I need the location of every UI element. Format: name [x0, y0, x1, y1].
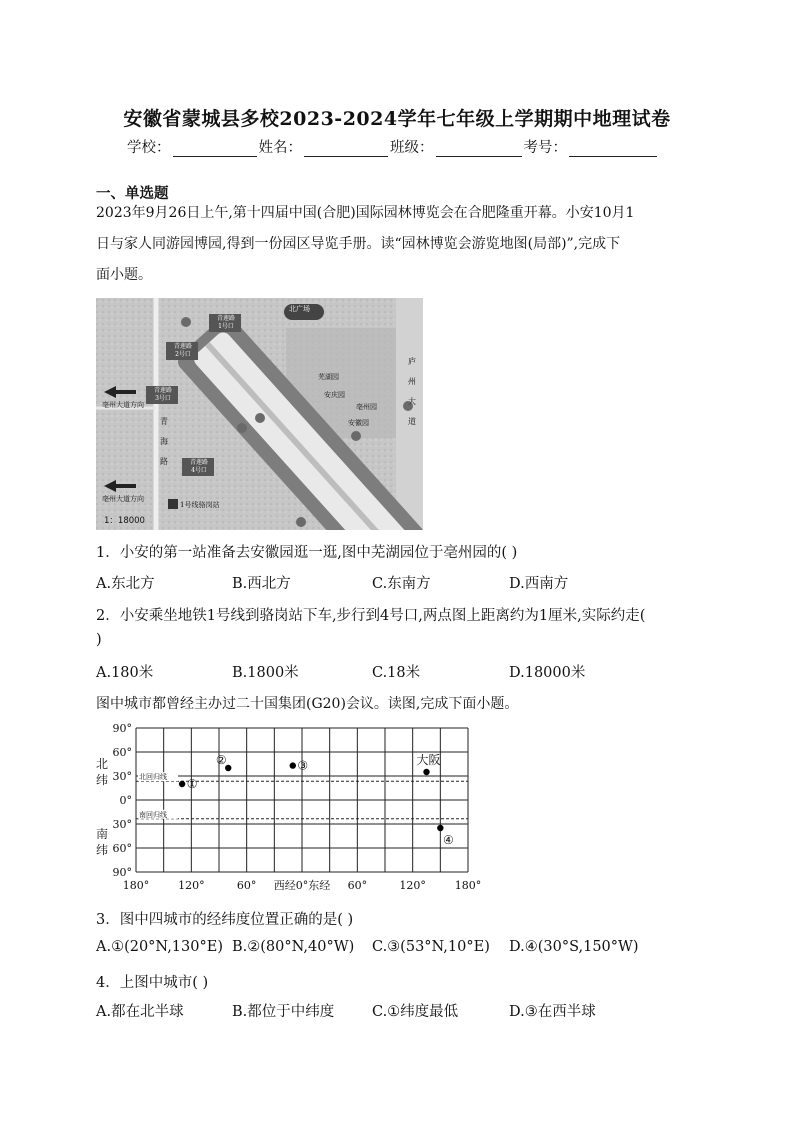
lon-tick-label: 60° [347, 879, 368, 892]
q1-option-d[interactable]: D.西南方 [509, 576, 569, 592]
q1-option-c[interactable]: C.东南方 [372, 576, 431, 592]
question-2-stem: 2．小安乘坐地铁1号线到骆岗站下车,步行到4号口,两点图上距离约为1厘米,实际约走( [96, 608, 646, 624]
q3-option-b[interactable]: B.②(80°N,40°W) [232, 939, 355, 955]
road-char-hai: 海 [160, 437, 168, 446]
latlon-grid-figure [96, 720, 496, 896]
q2-option-b[interactable]: B.1800米 [232, 665, 299, 681]
q1-option-b[interactable]: B.西北方 [232, 576, 291, 592]
road-char-qing: 青 [160, 417, 168, 426]
gate-2-label: 青莲路 2号口 [173, 343, 192, 358]
city-label: ③ [297, 758, 309, 773]
anhui-garden-label: 安徽园 [348, 419, 369, 427]
tropic-of-cancer-label: 北回归线 [139, 773, 167, 782]
lon-tick-label: 西经0°东经 [273, 879, 331, 892]
lat-tick-label: 30° [112, 770, 132, 783]
gate-4-label: 青莲路 4号口 [189, 459, 208, 474]
lon-tick-label: 120° [399, 879, 426, 892]
q4-option-b[interactable]: B.都位于中纬度 [232, 1004, 335, 1020]
q2-option-a[interactable]: A.180米 [96, 665, 154, 681]
lat-tick-label: 90° [112, 866, 132, 879]
exam-no-blank[interactable] [569, 142, 657, 157]
q3-option-a[interactable]: A.①(20°N,130°E) [96, 939, 223, 955]
lat-tick-label: 0° [119, 794, 132, 807]
lat-tick-label: 90° [112, 722, 132, 735]
map-scale: 1：18000 [104, 516, 145, 526]
city-point [290, 762, 296, 768]
q3-option-d[interactable]: D.④(30°S,150°W) [509, 939, 639, 955]
school-blank[interactable] [173, 142, 257, 157]
intro-line: 日与家人同游园博园,得到一份园区导览手册。读“园林博览会游览地图(局部)”,完成下 [96, 236, 621, 252]
q3-option-c[interactable]: C.③(53°N,10°E) [372, 939, 490, 955]
road-char-lu: 路 [160, 457, 168, 466]
city-label: 大阪 [416, 753, 441, 767]
q4-option-c[interactable]: C.①纬度最低 [372, 1004, 459, 1020]
city-label: ① [186, 777, 198, 791]
name-blank[interactable] [304, 142, 388, 157]
south-lat-label: 南 [96, 827, 109, 841]
north-lat-label: 纬 [96, 773, 109, 787]
city-point [437, 825, 443, 831]
school-label: 学校： [127, 140, 171, 156]
question-1-stem: 1．小安的第一站准备去安徽园逛一逛,图中芜湖园位于亳州园的( ) [96, 545, 518, 561]
q4-option-a[interactable]: A.都在北半球 [96, 1004, 184, 1020]
section-heading: 一、单选题 [96, 186, 169, 202]
latlon-grid-svg [96, 720, 496, 896]
south-lat-label: 纬 [96, 843, 109, 857]
wuhu-garden-label: 芜湖园 [318, 373, 339, 381]
question-2-stem-cont: ) [96, 632, 102, 648]
group1-intro [96, 198, 702, 291]
lon-tick-label: 180° [122, 879, 150, 892]
metro-station-label: 1号线骆岗站 [180, 501, 220, 509]
lat-tick-label: 30° [112, 818, 132, 831]
question-4-stem: 4．上图中城市( ) [96, 975, 209, 991]
city-point [179, 781, 185, 787]
q2-option-d[interactable]: D.18000米 [509, 665, 586, 681]
exam-no-label: 考号： [523, 140, 567, 156]
intro-line: 面小题。 [96, 267, 152, 283]
bozhou-garden-label: 亳州园 [356, 403, 377, 411]
road-char-lu2: 庐 [408, 357, 416, 366]
park-map-figure [96, 298, 423, 530]
city-label: ② [215, 753, 227, 767]
road-char-zhou: 州 [408, 377, 416, 386]
intro-line: 2023年9月26日上午,第十四届中国(合肥)国际园林博览会在合肥隆重开幕。小安10月1 [96, 205, 635, 221]
north-lat-label: 北 [96, 757, 109, 771]
group2-intro: 图中城市都曾经主办过二十国集团(G20)会议。读图,完成下面小题。 [96, 696, 519, 712]
lat-tick-label: 60° [112, 842, 132, 855]
bozhou-road-south-label: 亳州大道方向 [102, 495, 144, 503]
class-label: 班级： [390, 140, 434, 156]
city-point [423, 769, 429, 775]
name-label: 姓名： [258, 140, 302, 156]
lon-tick-label: 60° [236, 879, 257, 892]
q2-option-c[interactable]: C.18米 [372, 665, 421, 681]
gate-1-label: 青莲路 1号口 [216, 315, 235, 330]
exam-title: 安徽省蒙城县多校2023-2024学年七年级上学期期中地理试卷 [123, 108, 671, 130]
city-label: ④ [442, 833, 454, 847]
tropic-of-capricorn-label: 南回归线 [139, 810, 167, 819]
class-blank[interactable] [436, 142, 522, 157]
gate-3-label: 青莲路 3号口 [153, 387, 172, 402]
road-char-dao: 道 [408, 417, 416, 426]
student-info-line [127, 136, 659, 157]
bozhou-road-west-label: 亳州大道方向 [102, 401, 144, 409]
question-3-stem: 3．图中四城市的经纬度位置正确的是( ) [96, 912, 354, 928]
lon-tick-label: 180° [454, 879, 482, 892]
north-square-label: 北广场 [289, 305, 310, 313]
lon-tick-label: 120° [178, 879, 205, 892]
road-char-da: 大 [408, 397, 416, 406]
anqing-garden-label: 安庆园 [324, 391, 345, 399]
q4-option-d[interactable]: D.③在西半球 [509, 1004, 596, 1020]
lat-tick-label: 60° [112, 746, 132, 759]
q1-option-a[interactable]: A.东北方 [96, 576, 155, 592]
